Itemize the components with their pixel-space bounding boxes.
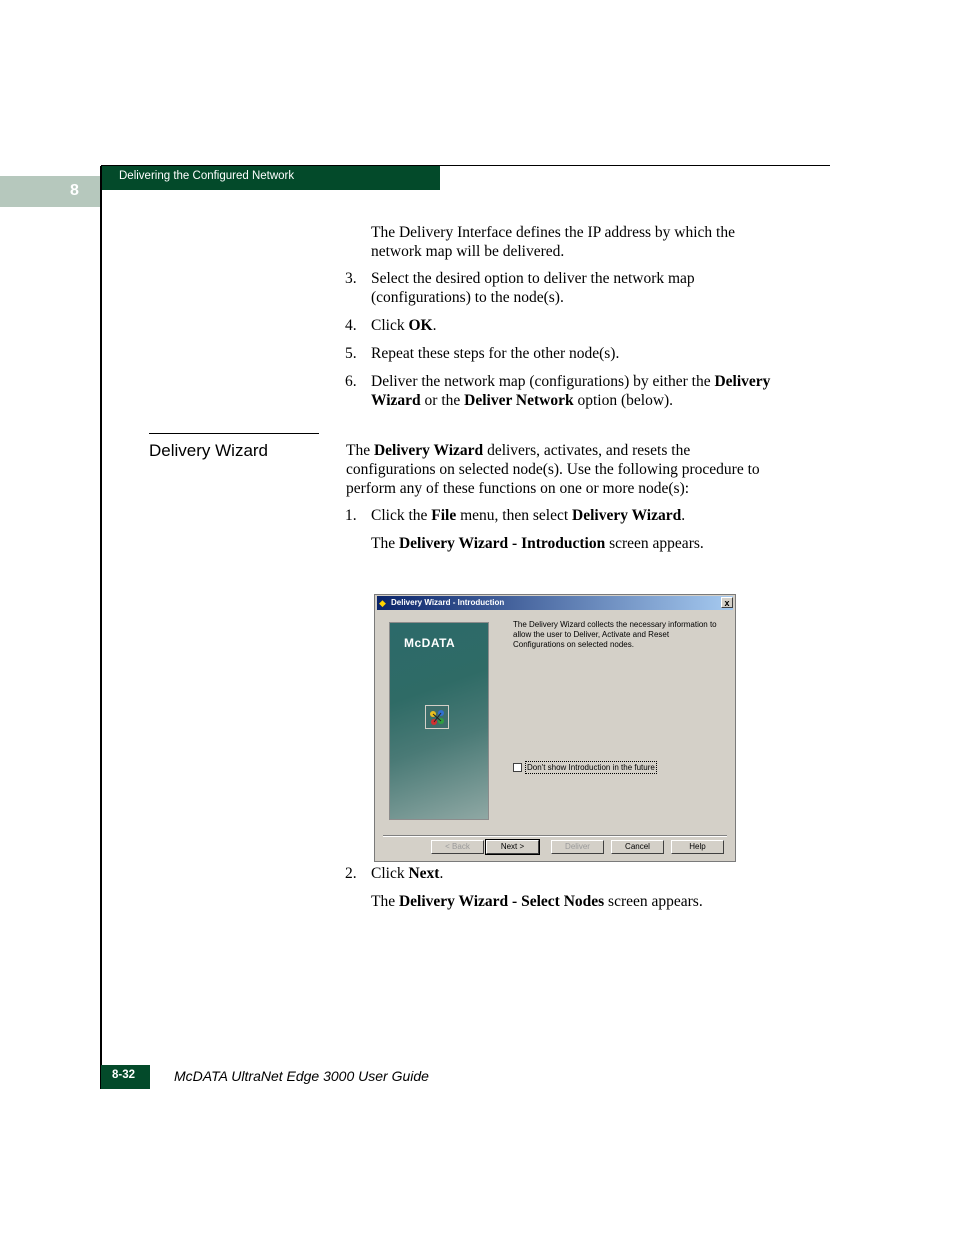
intro-line: The Delivery Interface defines the IP address by which the (371, 224, 735, 241)
next-button[interactable]: Next > (486, 840, 539, 854)
cancel-button[interactable]: Cancel (611, 840, 664, 854)
step-number: 6. (345, 373, 357, 390)
dont-show-intro-checkbox[interactable] (513, 763, 522, 772)
dialog-title: Delivery Wizard - Introduction (391, 598, 505, 607)
deliver-button[interactable]: Deliver (551, 840, 604, 854)
step-number: 2. (345, 865, 357, 882)
step-number: 5. (345, 345, 357, 362)
dont-show-intro-label[interactable]: Don't show Introduction in the future (527, 763, 655, 772)
intro-line: network map will be delivered. (371, 243, 565, 260)
step-5-text (371, 344, 619, 363)
step-6-text (371, 372, 770, 410)
app-icon: ◆ (379, 598, 386, 608)
section-heading: Delivery Wizard (149, 441, 269, 460)
text-line: Click OK. (371, 317, 437, 334)
wizard-intro-text: The Delivery Wizard collects the necessary information to allow the user to Deliver, Activate and Reset Configurations on selected nodes. (513, 620, 717, 649)
help-button[interactable]: Help (671, 840, 724, 854)
step-3-text (371, 269, 695, 307)
step-number: 4. (345, 317, 357, 334)
step-1-text: Click the File menu, then select Delivery Wizard. (371, 507, 686, 524)
chapter-number: 8 (70, 182, 79, 199)
button-separator (383, 835, 727, 837)
step-number: 1. (345, 507, 357, 524)
step-1-result: The Delivery Wizard - Introduction screen appears. (371, 535, 704, 552)
text-line: The Delivery Wizard delivers, activates, and resets the (346, 442, 691, 459)
footer-book-title: McDATA UltraNet Edge 3000 User Guide (174, 1068, 429, 1084)
text-line: perform any of these functions on one or more node(s): (346, 480, 690, 497)
delivery-wizard-dialog (374, 594, 736, 862)
text-line: Select the desired option to deliver the network map (371, 270, 695, 287)
section-rule (149, 433, 319, 434)
text-line: Repeat these steps for the other node(s). (371, 345, 620, 362)
step-4-text (371, 316, 436, 335)
intro-paragraph (371, 223, 735, 261)
close-button[interactable]: x (721, 597, 733, 608)
margin-rule (100, 166, 102, 1089)
text-line: (configurations) to the node(s). (371, 289, 564, 306)
back-button[interactable]: < Back (431, 840, 484, 854)
text-line: configurations on selected node(s). Use the following procedure to (346, 461, 760, 478)
page-number: 8-32 (112, 1069, 136, 1081)
network-node-icon (425, 705, 449, 729)
step-2-text: Click Next. (371, 865, 444, 882)
text-line: Deliver the network map (configurations) by either the Delivery (371, 373, 771, 390)
dialog-titlebar (377, 596, 733, 610)
chapter-tab (0, 176, 101, 207)
section-paragraph (346, 441, 760, 498)
mcdata-logo: McDATA (404, 636, 456, 650)
step-2-result: The Delivery Wizard - Select Nodes screen appears. (371, 893, 703, 910)
wizard-side-panel (389, 622, 489, 820)
step-number: 3. (345, 270, 357, 287)
running-header-title: Delivering the Configured Network (119, 170, 295, 182)
text-line: Wizard or the Deliver Network option (below). (371, 392, 674, 409)
